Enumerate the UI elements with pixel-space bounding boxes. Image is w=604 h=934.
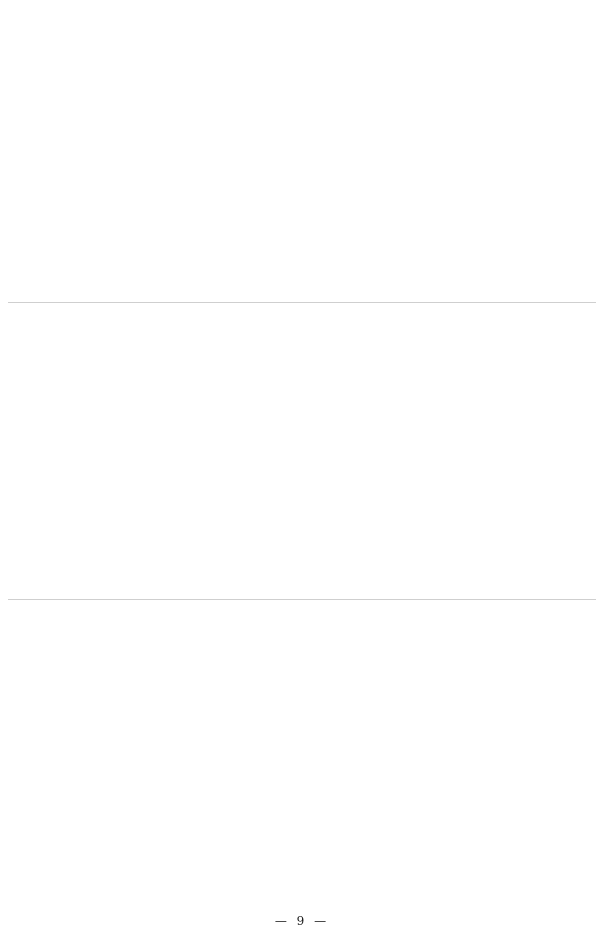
tier-top: [8, 8, 596, 300]
text-column: [498, 8, 596, 300]
tier-divider: [8, 599, 596, 600]
text-column: [204, 8, 302, 300]
text-column: [8, 8, 106, 300]
tier-divider: [8, 302, 596, 303]
text-column: [302, 8, 400, 300]
text-column: [400, 8, 498, 300]
text-column: [106, 8, 204, 300]
page-number: — 9 —: [274, 914, 330, 928]
